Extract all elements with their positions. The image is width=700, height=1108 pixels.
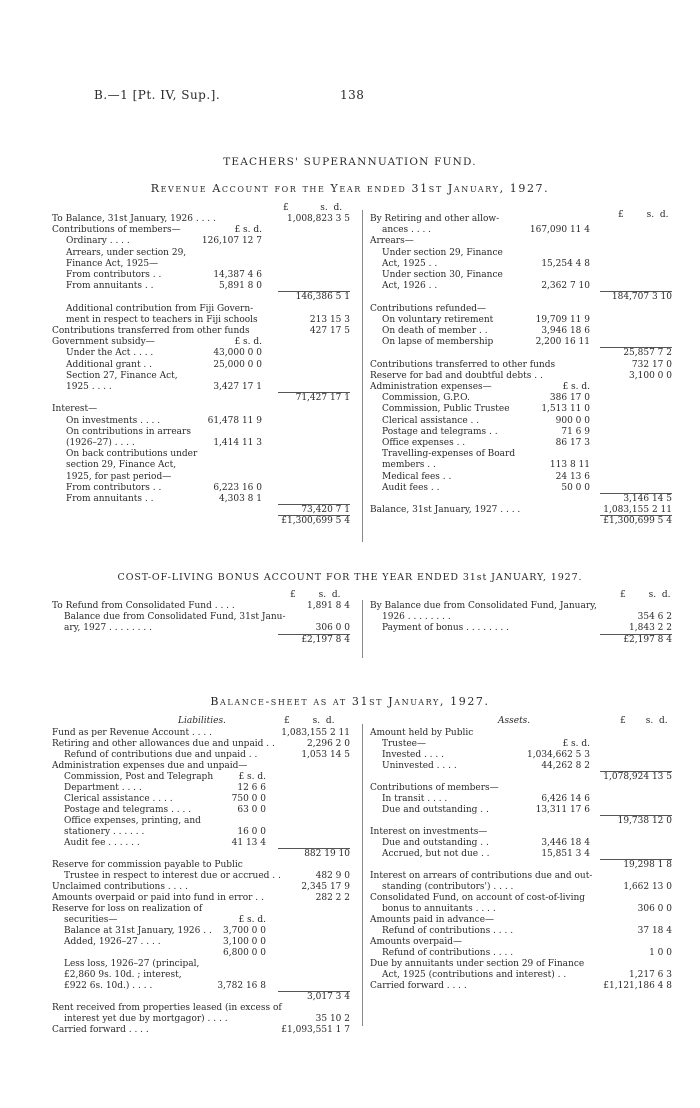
amount: 2,296 2 0 <box>307 739 350 749</box>
sub-amount: 3,446 18 4 <box>541 838 590 848</box>
entry-label: Commission, G.P.O. <box>382 393 470 404</box>
entry-label: Audit fees . . <box>382 482 440 493</box>
entry-label: Section 27, Finance Act, <box>66 370 178 381</box>
amount: £1,093,551 1 7 <box>281 1025 350 1035</box>
sub-amount: 25,000 0 0 <box>213 359 262 370</box>
entry-label: Due and outstanding . . <box>382 838 489 848</box>
amount: 482 9 0 <box>315 871 350 881</box>
running-header: B.—1 [Pt. IV, Sup.]. <box>94 88 221 102</box>
sub-amount: 386 17 0 <box>549 393 590 404</box>
entry-label: Contributions transferred from other funds <box>52 326 250 336</box>
amount: 1,083,155 2 11 <box>281 728 350 738</box>
colhead-shillings: s. <box>648 590 657 600</box>
colhead-pounds: £ <box>283 203 289 213</box>
sub-amount: 44,262 8 2 <box>541 761 590 771</box>
entry-label: bonus to annuitants . . . . <box>382 904 496 914</box>
sub-amount: 3,100 0 0 <box>223 937 266 947</box>
sub-amount: 5,891 8 0 <box>219 281 262 292</box>
entry-label: Under the Act . . . . <box>66 348 154 359</box>
amount: 3,100 0 0 <box>629 370 672 381</box>
sub-amount: £ s. d. <box>238 772 266 782</box>
entry-label: Balance due from Consolidated Fund, 31st Janu- <box>64 612 286 623</box>
amount: 1,053 14 5 <box>301 750 350 760</box>
entry-label: Ordinary . . . . <box>66 236 130 247</box>
entry-label: Unclaimed contributions . . . . <box>52 882 188 892</box>
sub-amount: 19,709 11 9 <box>535 314 590 325</box>
entry-label: Contributions of members— <box>52 225 181 236</box>
amount: 732 17 0 <box>631 359 672 370</box>
entry-label: Clerical assistance . . <box>382 415 480 426</box>
amount: 19,298 1 8 <box>623 860 672 870</box>
sub-amount: 16 0 0 <box>237 827 266 837</box>
amount: 3,017 3 4 <box>307 992 350 1002</box>
sub-amount: 6,426 14 6 <box>541 794 590 804</box>
entry-label: ances . . . . <box>382 225 432 236</box>
amount: 1,891 8 4 <box>307 601 350 611</box>
colhead-pounds: £ <box>618 210 624 220</box>
sub-amount: 3,700 0 0 <box>223 926 266 936</box>
entry-label: Postage and telegrams . . <box>382 426 498 437</box>
entry-label: On contributions in arrears <box>66 426 191 437</box>
entry-label: Finance Act, 1925— <box>66 258 159 269</box>
sub-amount: 86 17 3 <box>555 438 590 448</box>
entry-label: £922 6s. 10d.) . . . . <box>64 981 153 991</box>
entry-label: ary, 1927 . . . . . . . . <box>64 623 152 634</box>
entry-label: standing (contributors') . . . . <box>382 882 514 892</box>
entry-label: Contributions transferred to other funds <box>370 359 556 370</box>
entry-label: Trustee in respect to interest due or accrued . . <box>64 871 281 881</box>
sub-amount: 3,946 18 6 <box>541 326 590 336</box>
amount: 1,078,924 13 5 <box>603 772 672 782</box>
sub-amount: 3,427 17 1 <box>213 382 262 392</box>
total-rule <box>600 771 672 772</box>
sub-amount: 2,200 16 11 <box>535 337 590 348</box>
entry-label: Commission, Post and Telegraph <box>64 772 214 782</box>
sub-amount: 15,254 4 8 <box>541 258 590 269</box>
total-rule <box>278 634 350 635</box>
sub-amount: 1,414 11 3 <box>213 438 262 448</box>
colhead-pounds: £ <box>620 590 626 600</box>
balance-divider <box>362 724 363 1026</box>
amount: 1,217 6 3 <box>629 970 672 980</box>
amount: 1 0 0 <box>649 948 672 958</box>
amount: 3,146 14 5 <box>623 494 672 504</box>
amount: 35 10 2 <box>315 1014 350 1024</box>
amount: 19,738 12 0 <box>617 816 672 826</box>
entry-label: From contributors . . <box>66 482 162 493</box>
total-rule <box>278 291 350 292</box>
sub-amount: 24 13 6 <box>555 471 590 482</box>
entry-label: Postage and telegrams . . . . <box>64 805 192 815</box>
bonus-account-title: COST-OF-LIVING BONUS ACCOUNT FOR THE YEAR ENDED 31st JANUARY, 1927. <box>117 572 583 583</box>
colhead-pence: d. <box>331 590 341 600</box>
entry-label: Fund as per Revenue Account . . . . <box>52 728 212 738</box>
entry-label: Invested . . . . <box>382 750 444 760</box>
entry-label: Due and outstanding . . <box>382 805 489 815</box>
total-rule <box>278 991 350 992</box>
entry-label: Amounts overpaid— <box>370 937 463 947</box>
entry-label: Clerical assistance . . . . <box>64 794 173 804</box>
entry-label: Interest— <box>52 404 98 415</box>
amount: 1,843 2 2 <box>629 623 672 634</box>
bonus-right-colhead <box>620 590 670 601</box>
amount: 25,857 7 2 <box>623 348 672 359</box>
liabilities-heading: Liabilities. <box>178 716 226 726</box>
amount: £1,300,699 5 4 <box>281 516 350 527</box>
entry-label: Administration expenses due and unpaid— <box>52 761 248 771</box>
revenue-account-title: Revenue Account for the Year ended 31st January, 1927. <box>150 182 550 195</box>
sub-amount: 41 13 4 <box>231 838 266 848</box>
total-rule <box>278 504 350 505</box>
sub-amount: 12 6 6 <box>237 783 266 793</box>
entry-label: Refund of contributions . . . . <box>382 948 514 958</box>
entry-label: Uninvested . . . . <box>382 761 457 771</box>
colhead-pence: d. <box>659 210 669 220</box>
sub-amount: 14,387 4 6 <box>213 270 262 280</box>
revenue-right-colhead <box>618 210 668 221</box>
entry-label: Medical fees . . <box>382 471 452 482</box>
bonus-left-colhead <box>290 590 340 601</box>
entry-label: Carried forward . . . . <box>52 1025 149 1035</box>
entry-label: Reserve for commission payable to Public <box>52 860 243 870</box>
entry-label: Audit fee . . . . . . <box>64 838 140 848</box>
entry-label: section 29, Finance Act, <box>66 460 177 471</box>
colhead-pence: d. <box>661 590 671 600</box>
amount: 73,420 7 1 <box>301 505 350 516</box>
sub-amount: 1,034,662 5 3 <box>527 750 590 760</box>
amount: £2,197 8 4 <box>623 634 672 645</box>
total-rule <box>600 815 672 816</box>
sub-amount: £ s. d. <box>238 915 266 925</box>
entry-label: On voluntary retirement <box>382 314 494 325</box>
total-rule <box>278 392 350 393</box>
entry-label: Arrears— <box>370 236 414 247</box>
sub-amount: 6,800 0 0 <box>223 948 266 958</box>
entry-label: Under section 29, Finance <box>382 247 503 258</box>
assets-heading: Assets. <box>498 716 531 726</box>
entry-label: Act, 1925 (contributions and interest) . . <box>382 970 567 980</box>
balance-sheet-title: Balance-sheet as at 31st January, 1927. <box>210 695 490 708</box>
entry-label: From contributors . . <box>66 270 162 280</box>
assets-colhead: £ s. d. <box>620 716 668 726</box>
amount: 1,662 13 0 <box>623 882 672 892</box>
entry-label: Interest on investments— <box>370 827 488 837</box>
amount: 1,008,823 3 5 <box>287 214 350 224</box>
entry-label: Administration expenses— <box>370 382 492 392</box>
total-rule <box>278 515 350 516</box>
entry-label: On investments . . . . <box>66 415 161 426</box>
entry-label: Contributions refunded— <box>370 303 487 314</box>
entry-label: On lapse of membership <box>382 337 494 348</box>
sub-amount: 43,000 0 0 <box>213 348 262 359</box>
entry-label: Added, 1926–27 . . . . <box>64 937 161 947</box>
entry-label: Consolidated Fund, on account of cost-of-living <box>370 893 586 903</box>
total-rule <box>600 859 672 860</box>
entry-label: Rent received from properties leased (in excess of <box>52 1003 282 1013</box>
sub-amount: 750 0 0 <box>231 794 266 804</box>
entry-label: Interest on arrears of contributions due and out- <box>370 871 593 881</box>
entry-label: interest yet due by mortgagor) . . . . <box>64 1014 228 1024</box>
colhead-pence: d. <box>333 203 343 213</box>
amount: 1,083,155 2 11 <box>603 505 672 516</box>
entry-label: Carried forward . . . . <box>370 981 467 991</box>
entry-label: Retiring and other allowances due and unpaid . . <box>52 739 275 749</box>
bonus-divider <box>362 600 363 658</box>
entry-label: To Refund from Consolidated Fund . . . . <box>52 601 235 611</box>
entry-label: £2,860 9s. 10d. ; interest, <box>64 970 182 980</box>
colhead-pounds: £ <box>290 590 296 600</box>
sub-amount: 4,303 8 1 <box>219 494 262 504</box>
entry-label: Act, 1925 . . <box>382 258 438 269</box>
total-rule <box>600 347 672 348</box>
entry-label: stationery . . . . . . <box>64 827 145 837</box>
colhead-shillings: s. <box>320 203 328 213</box>
colhead-shillings: s. <box>646 210 655 220</box>
main-title: TEACHERS' SUPERANNUATION FUND. <box>223 156 477 168</box>
entry-label: Amount held by Public <box>370 728 474 738</box>
sub-amount: 900 0 0 <box>555 415 590 426</box>
entry-label: From annuitants . . <box>66 494 154 504</box>
entry-label: Office expenses, printing, and <box>64 816 201 826</box>
entry-label: To Balance, 31st January, 1926 . . . . <box>52 214 216 224</box>
amount: 427 17 5 <box>309 326 350 336</box>
entry-label: (1926–27) . . . . <box>66 438 135 448</box>
revenue-left-colhead <box>283 203 342 214</box>
sub-amount: 50 0 0 <box>561 482 590 493</box>
amount: £2,197 8 4 <box>301 634 350 645</box>
entry-label: Government subsidy— <box>52 337 155 348</box>
sub-amount: 3,782 16 8 <box>217 981 266 991</box>
entry-label: Travelling-expenses of Board <box>382 449 516 460</box>
sub-amount: 71 6 9 <box>561 426 590 437</box>
revenue-divider <box>362 210 363 542</box>
amount: £1,121,186 4 8 <box>603 981 672 991</box>
entry-label: On death of member . . <box>382 326 488 336</box>
amount: 306 0 0 <box>315 623 350 634</box>
entry-label: members . . <box>382 460 436 471</box>
amount: 306 0 0 <box>637 904 672 914</box>
entry-label: Less loss, 1926–27 (principal, <box>64 959 200 969</box>
amount: £1,300,699 5 4 <box>603 516 672 527</box>
colhead-shillings: s. <box>318 590 327 600</box>
entry-label: Payment of bonus . . . . . . . . <box>382 623 510 634</box>
entry-label: Act, 1926 . . <box>382 281 438 292</box>
sub-amount: £ s. d. <box>234 225 262 236</box>
entry-label: ment in respect to teachers in Fiji schools <box>66 314 258 325</box>
total-rule <box>600 515 672 516</box>
sub-amount: 126,107 12 7 <box>201 236 262 247</box>
sub-amount: £ s. d. <box>562 739 590 749</box>
entry-label: Arrears, under section 29, <box>66 247 187 258</box>
entry-label: Additional grant . . <box>66 359 153 370</box>
total-rule <box>278 848 350 849</box>
sub-amount: 167,090 11 4 <box>529 225 590 236</box>
entry-label: Balance, 31st January, 1927 . . . . <box>370 505 521 516</box>
entry-label: Additional contribution from Fiji Govern- <box>66 303 254 314</box>
sub-amount: 6,223 16 0 <box>213 482 262 493</box>
entry-label: By Retiring and other allow- <box>370 214 500 224</box>
entry-label: Due by annuitants under section 29 of Finance <box>370 959 585 969</box>
entry-label: Department . . . . <box>64 783 142 793</box>
liab-colhead: £ s. d. <box>284 716 335 726</box>
entry-label: Refund of contributions due and unpaid . . <box>64 750 258 760</box>
amount: 37 18 4 <box>637 926 672 936</box>
sub-amount: 113 8 11 <box>549 460 590 471</box>
page-number: 138 <box>340 88 365 102</box>
entry-label: Contributions of members— <box>370 783 499 793</box>
entry-label: By Balance due from Consolidated Fund, January, <box>370 601 597 611</box>
entry-label: Under section 30, Finance <box>382 270 503 280</box>
entry-label: Trustee— <box>382 739 426 749</box>
entry-label: Office expenses . . <box>382 438 466 448</box>
amount: 184,707 3 10 <box>611 292 672 303</box>
entry-label: 1925 . . . . <box>66 382 112 392</box>
sub-amount: 1,513 11 0 <box>541 404 590 415</box>
amount: 213 15 3 <box>309 314 350 325</box>
entry-label: Amounts paid in advance— <box>370 915 495 925</box>
entry-label: Commission, Public Trustee <box>382 404 510 415</box>
total-rule <box>600 291 672 292</box>
amount: 354 6 2 <box>637 612 672 623</box>
entry-label: 1925, for past period— <box>66 471 172 482</box>
entry-label: Amounts overpaid or paid into fund in error . . <box>52 893 264 903</box>
entry-label: 1926 . . . . . . . . <box>382 612 451 623</box>
sub-amount: 63 0 0 <box>237 805 266 815</box>
amount: 2,345 17 9 <box>301 882 350 892</box>
total-rule <box>600 493 672 494</box>
sub-amount: 15,851 3 4 <box>541 849 590 859</box>
amount: 146,386 5 1 <box>295 292 350 303</box>
entry-label: Refund of contributions . . . . <box>382 926 514 936</box>
entry-label: Balance at 31st January, 1926 . . <box>64 926 212 936</box>
entry-label: Reserve for bad and doubtful debts . . <box>370 370 543 381</box>
sub-amount: 61,478 11 9 <box>207 415 262 426</box>
entry-label: In transit . . . . <box>382 794 448 804</box>
entry-label: securities— <box>64 915 118 925</box>
amount: 282 2 2 <box>315 893 350 903</box>
sub-amount: 2,362 7 10 <box>541 281 590 292</box>
entry-label: From annuitants . . <box>66 281 154 292</box>
entry-label: On back contributions under <box>66 449 198 460</box>
sub-amount: 13,311 17 6 <box>535 805 590 815</box>
total-rule <box>600 634 672 635</box>
amount: 882 19 10 <box>304 849 350 859</box>
entry-label: Reserve for loss on realization of <box>52 904 203 914</box>
entry-label: Accrued, but not due . . <box>382 849 490 859</box>
sub-amount: £ s. d. <box>234 337 262 348</box>
amount: 71,427 17 1 <box>295 393 350 404</box>
sub-amount: £ s. d. <box>562 382 590 392</box>
